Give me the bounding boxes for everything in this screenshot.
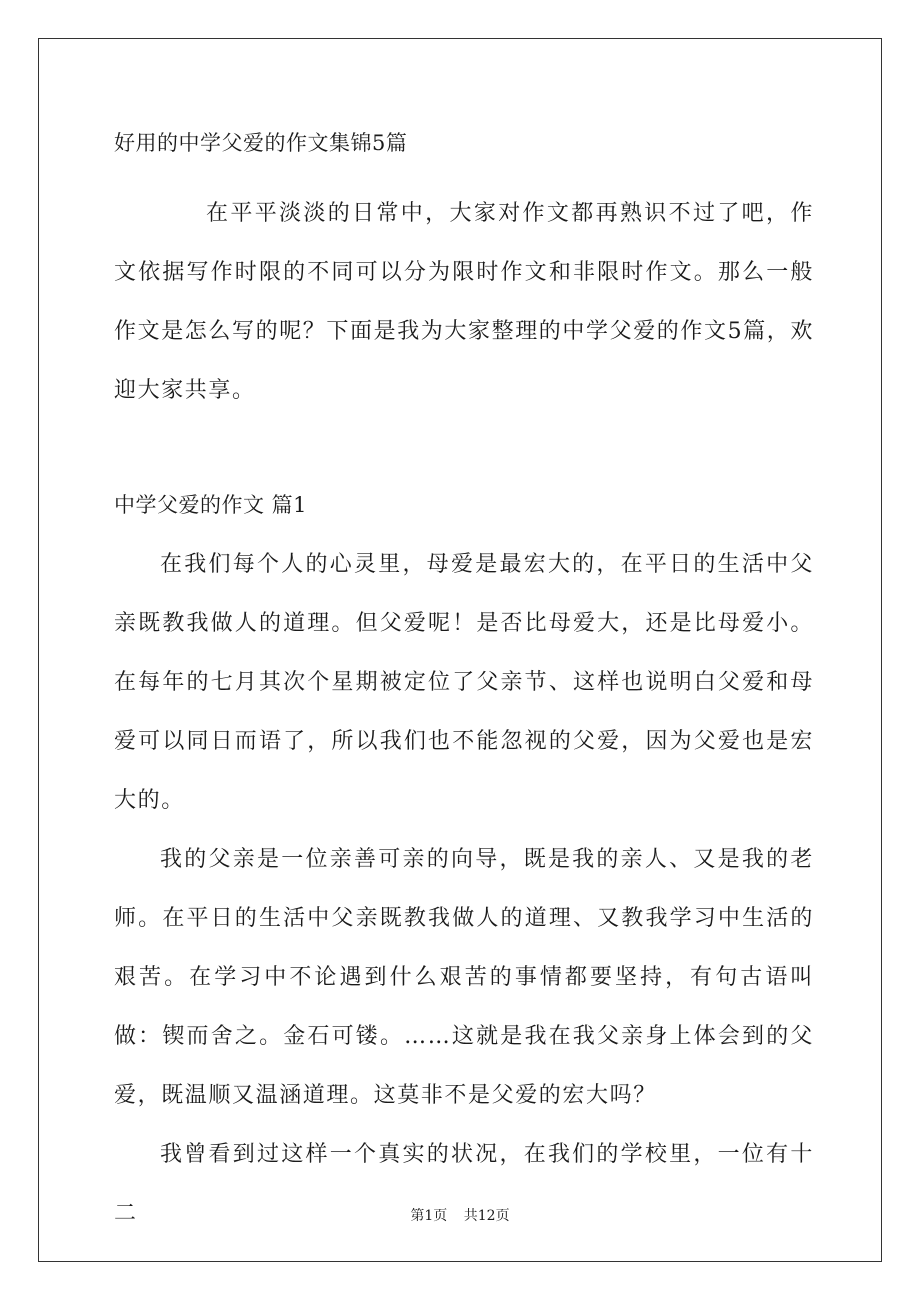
intro-paragraph: 在平平淡淡的日常中，大家对作文都再熟识不过了吧，作文依据写作时限的不同可以分为限时作文和非限时作文。那么一般作文是怎么写的呢？下面是我为大家整理的中学父爱的作文5篇，欢迎大家共享。 bbox=[114, 201, 814, 403]
essay-paragraph-3: 我曾看到过这样一个真实的状况，在我们的学校里，一位有十二 bbox=[114, 1142, 814, 1226]
essay-paragraph-2: 我的父亲是一位亲善可亲的向导，既是我的亲人、又是我的老师。在平日的生活中父亲既教我做人的道理、又教我学习中生活的艰苦。在学习中不论遇到什么艰苦的事情都要坚持，有句古语叫做：锲而舍之。金石可镂。……这就是我在我父亲身上体会到的父爱，既温顺又温涵道理。这莫非不是父爱的宏大吗？ bbox=[114, 847, 814, 1108]
essay-paragraph-1: 在我们每个人的心灵里，母爱是最宏大的，在平日的生活中父亲既教我做人的道理。但父爱呢！是否比母爱大，还是比母爱小。在每年的七月其次个星期被定位了父亲节、这样也说明白父爱和母爱可以同日而语了，所以我们也不能忽视的父爱，因为父爱也是宏大的。 bbox=[114, 552, 814, 813]
page-total: 共12页 bbox=[463, 1208, 510, 1224]
document-title: 好用的中学父爱的作文集锦5篇 bbox=[114, 131, 408, 155]
page-number: 第1页 bbox=[410, 1208, 448, 1224]
section-heading: 中学父爱的作文 篇1 bbox=[114, 493, 308, 517]
essay-body bbox=[114, 535, 814, 1243]
page-footer bbox=[0, 1206, 920, 1226]
